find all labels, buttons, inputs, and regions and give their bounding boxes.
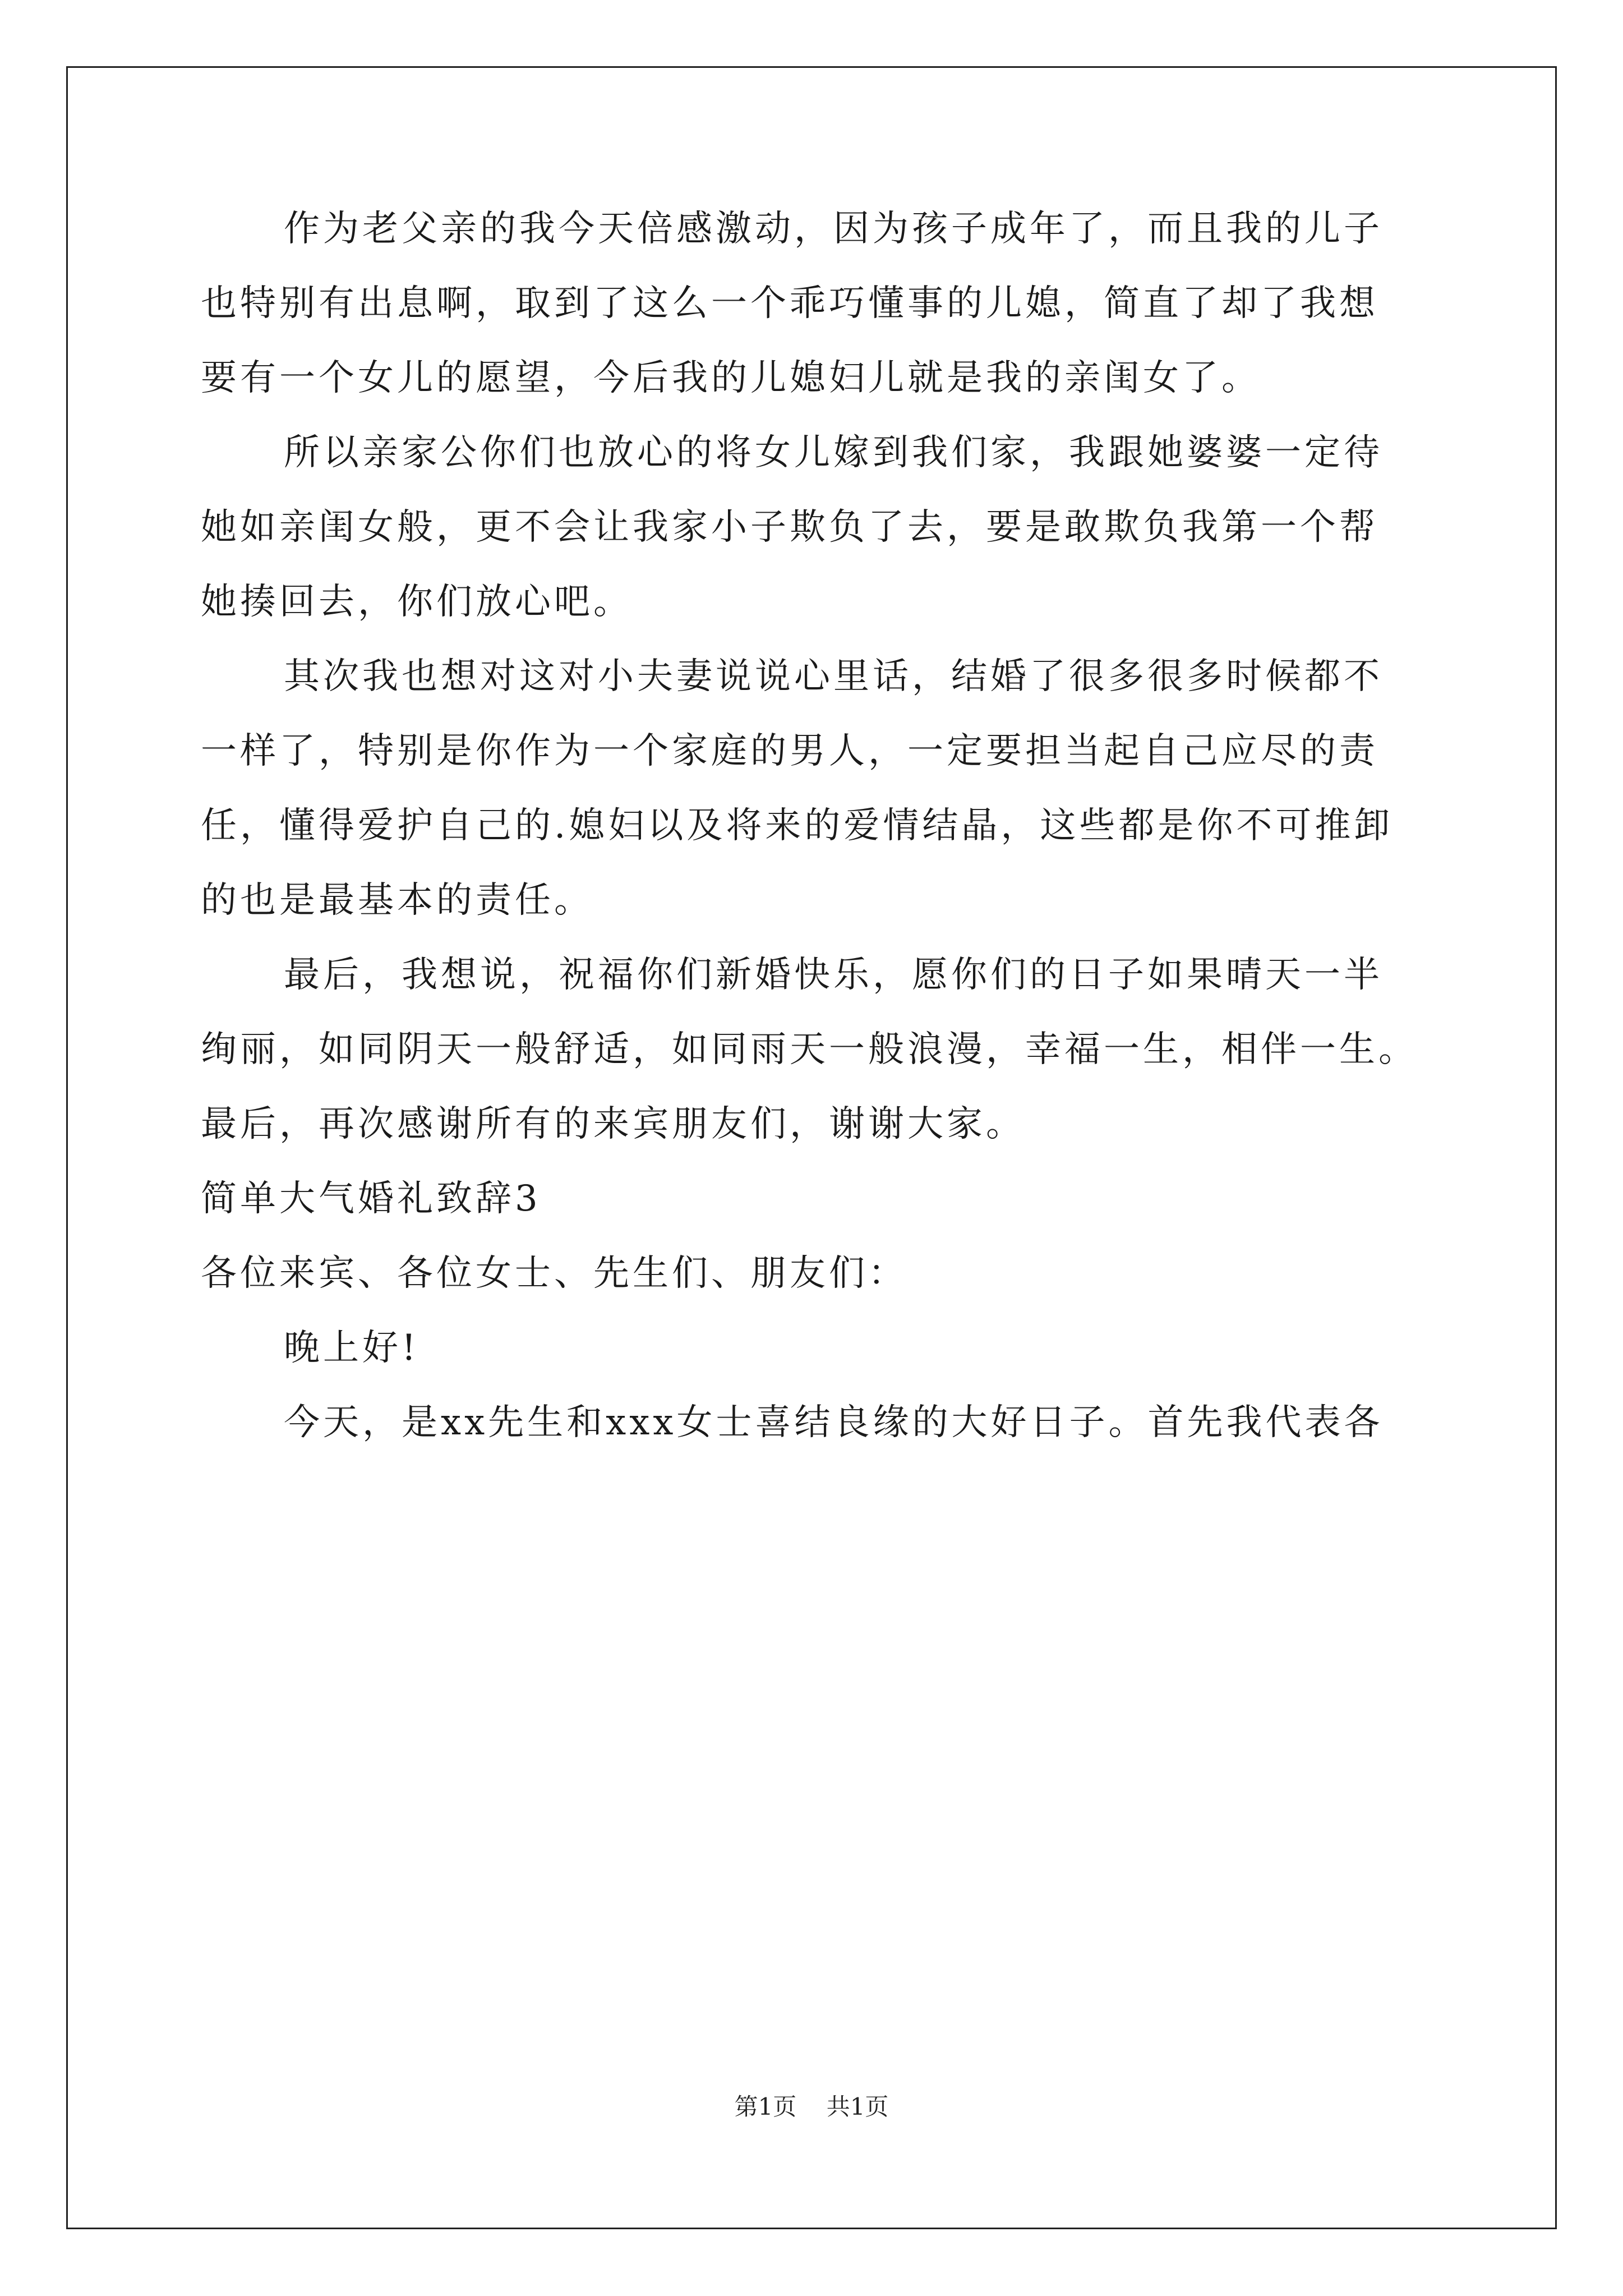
paragraph-line: 她如亲闺女般，更不会让我家小子欺负了去，要是敢欺负我第一个帮: [201, 507, 1378, 548]
paragraph-line: 最后，我想说，祝福你们新婚快乐，愿你们的日子如果晴天一半: [284, 954, 1383, 996]
paragraph-line: 作为老父亲的我今天倍感激动，因为孩子成年了，而且我的儿子: [284, 208, 1383, 250]
greeting-line: 晚上好!: [284, 1327, 419, 1369]
paragraph-line: 她揍回去，你们放心吧。: [201, 581, 633, 623]
salutation-line: 各位来宾、各位女士、先生们、朋友们：: [201, 1253, 907, 1294]
paragraph-line: 最后，再次感谢所有的来宾朋友们，谢谢大家。: [201, 1103, 1025, 1145]
paragraph-line: 今天，是xx先生和xxx女士喜结良缘的大好日子。首先我代表各: [284, 1402, 1384, 1443]
paragraph-line: 其次我也想对这对小夫妻说说心里话，结婚了很多很多时候都不: [284, 656, 1383, 697]
paragraph-line: 一样了，特别是你作为一个家庭的男人，一定要担当起自己应尽的责: [201, 730, 1378, 772]
paragraph-line: 任，懂得爱护自己的.媳妇以及将来的爱情结晶，这些都是你不可推卸: [201, 805, 1394, 846]
paragraph-line: 所以亲家公你们也放心的将女儿嫁到我们家，我跟她婆婆一定待: [284, 432, 1383, 473]
page-total: 共1页: [826, 2093, 889, 2120]
paragraph-line: 也特别有出息啊，取到了这么一个乖巧懂事的儿媳，简直了却了我想: [201, 283, 1378, 324]
paragraph-line: 的也是最基本的责任。: [201, 880, 593, 921]
page-number: 第1页: [734, 2093, 797, 2120]
paragraph-line: 绚丽，如同阴天一般舒适，如同雨天一般浪漫，幸福一生，相伴一生。: [201, 1029, 1418, 1070]
paragraph-line: 要有一个女儿的愿望，今后我的儿媳妇儿就是我的亲闺女了。: [201, 357, 1261, 399]
section-heading: 简单大气婚礼致辞3: [201, 1178, 541, 1220]
page-footer: [0, 2091, 1623, 2123]
